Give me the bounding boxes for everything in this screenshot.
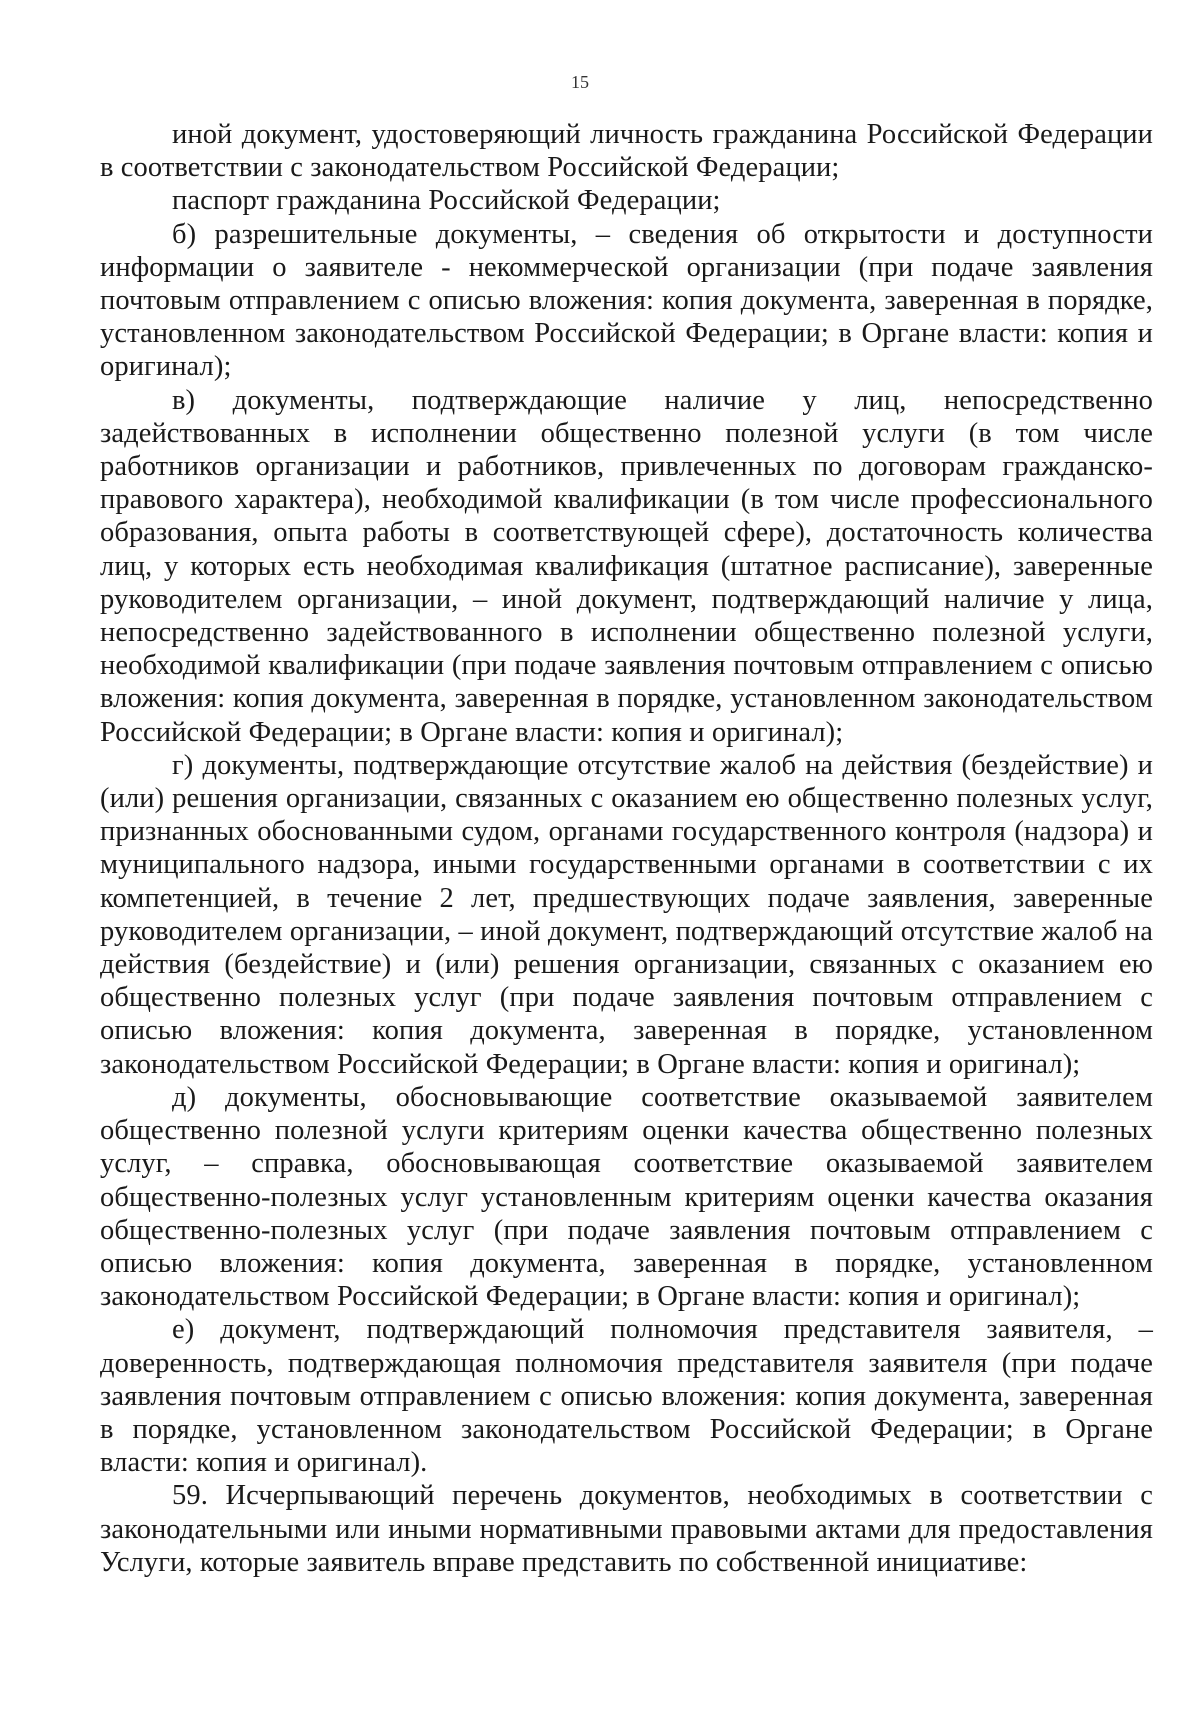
paragraph: в) документы, подтверждающие наличие у лиц, непосредственно задействованных в исполнении общественно полезной услуги (в том числе работников организации и работников, привлеченных по договорам гражданско-правового характера), необходимой квалификации (в том числе профессионального образования, опыта работы в соответствующей сфере), достаточность количества лиц, у которых есть необходимая квалификация (штатное расписание), заверенные руководителем организации, – иной документ, подтверждающий наличие у лица, непосредственно задействованного в исполнении общественно полезной услуги, необходимой квалификации (при подаче заявления почтовым отправлением с описью вложения: копия документа, заверенная в порядке, установленном законодательством Российской Федерации; в Органе власти: копия и оригинал); <box>100 384 1153 748</box>
document-body <box>100 118 1153 1579</box>
paragraph: паспорт гражданина Российской Федерации; <box>172 185 721 217</box>
paragraph: г) документы, подтверждающие отсутствие жалоб на действия (бездействие) и (или) решения организации, связанных с оказанием ею общественно полезных услуг, признанных обоснованными судом, органами государственного контроля (надзора) и муниципального надзора, иными государственными органами в соответствии с их компетенцией, в течение 2 лет, предшествующих подаче заявления, заверенные руководителем организации, – иной документ, подтверждающий отсутствие жалоб на действия (бездействие) и (или) решения организации, связанных с оказанием ею общественно полезных услуг (при подаче заявления почтовым отправлением с описью вложения: копия документа, заверенная в порядке, установленном законодательством Российской Федерации; в Органе власти: копия и оригинал); <box>100 749 1153 1080</box>
paragraph: иной документ, удостоверяющий личность гражданина Российской Федерации в соответствии с законодательством Российской Федерации; <box>100 119 1153 184</box>
paragraph: е) документ, подтверждающий полномочия представителя заявителя, – доверенность, подтверждающая полномочия представителя заявителя (при подаче заявления почтовым отправлением с описью вложения: копия документа, заверенная в порядке, установленном законодательством Российской Федерации; в Органе власти: копия и оригинал). <box>100 1314 1153 1479</box>
paragraph: 59. Исчерпывающий перечень документов, необходимых в соответствии с законодательными или иными нормативными правовыми актами для предоставления Услуги, которые заявитель вправе представить по собственной инициативе: <box>100 1480 1153 1578</box>
page-number: 15 <box>571 72 589 92</box>
paragraph: б) разрешительные документы, – сведения об открытости и доступности информации о заявителе - некоммерческой организации (при подаче заявления почтовым отправлением с описью вложения: копия документа, заверенная в порядке, установленном законодательством Российской Федерации; в Органе власти: копия и оригинал); <box>100 218 1153 383</box>
paragraph: д) документы, обосновывающие соответствие оказываемой заявителем общественно полезной услуги критериям оценки качества общественно полезных услуг, – справка, обосновывающая соответствие оказываемой заявителем общественно-полезных услуг установленным критериям оценки качества оказания общественно-полезных услуг (при подаче заявления почтовым отправлением с описью вложения: копия документа, заверенная в порядке, установленном законодательством Российской Федерации; в Органе власти: копия и оригинал); <box>100 1081 1153 1313</box>
